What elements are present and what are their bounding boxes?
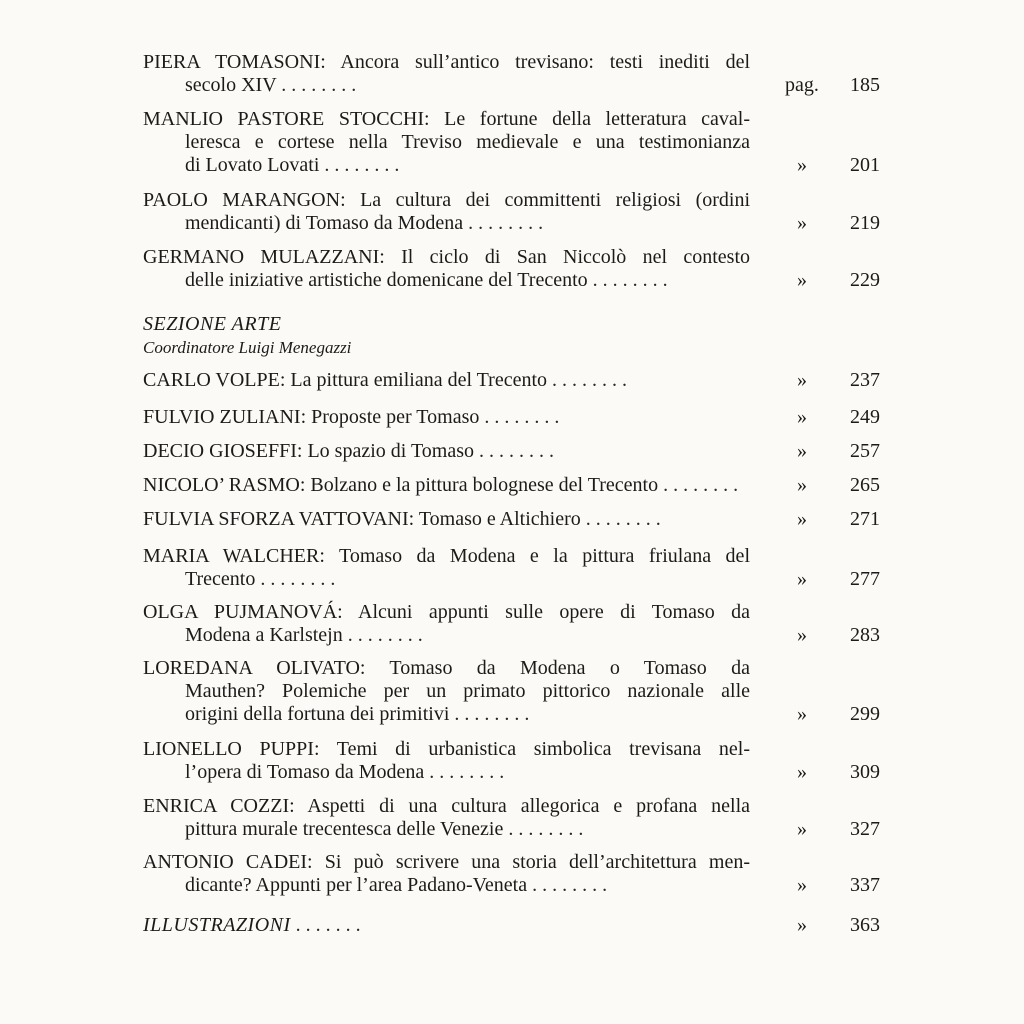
page-marker: »: [797, 369, 807, 391]
entry-text: CARLO VOLPE: La pittura emiliana del Trecento: [143, 369, 548, 391]
leader-dots: . . . . . . . .: [503, 818, 584, 840]
page-marker: »: [797, 154, 807, 176]
toc-entry[interactable]: [143, 601, 880, 647]
page-number: 299: [850, 703, 880, 725]
entry-line: [143, 108, 750, 131]
entry-text: Trecento: [185, 568, 256, 590]
entry-line: [143, 269, 880, 292]
leader-dots: . . . . . . . .: [527, 874, 608, 896]
page-number: 277: [850, 568, 880, 590]
leader-dots: . . . . . . . .: [547, 369, 628, 391]
entry-text: l’opera di Tomaso da Modena: [185, 761, 425, 783]
entry-line: [143, 568, 880, 591]
entry-text: GERMANO MULAZZANI: Il ciclo di San Niccolò nel contesto: [143, 246, 750, 268]
leader-dots: . . . . . . . .: [276, 74, 357, 96]
leader-dots: . . . . . . . .: [449, 703, 530, 725]
entry-text: ANTONIO CADEI: Si può scrivere una storia dell’architettura men-: [143, 851, 750, 873]
entry-line: [143, 189, 750, 212]
entry-text: leresca e cortese nella Treviso medievale e una testimonianza: [185, 131, 750, 153]
entry-line: [143, 601, 750, 624]
entry-line: [143, 738, 750, 761]
toc-entry[interactable]: [143, 369, 880, 392]
page-marker: »: [797, 874, 807, 896]
entry-text: ILLUSTRAZIONI: [143, 914, 291, 936]
toc-entry[interactable]: [143, 440, 880, 463]
entry-line: [143, 369, 880, 392]
leader-dots: . . . . . . . .: [463, 212, 544, 234]
toc-entry[interactable]: [143, 474, 880, 497]
page-marker: »: [797, 568, 807, 590]
page-marker: »: [797, 440, 807, 462]
entry-line: [143, 874, 880, 897]
page-marker: »: [797, 508, 807, 530]
entry-line: [143, 680, 750, 703]
page-marker: »: [797, 406, 807, 428]
entry-line: [143, 74, 880, 97]
entry-line: [143, 51, 750, 74]
entry-text: Modena a Karlstejn: [185, 624, 343, 646]
page-number: 257: [850, 440, 880, 462]
entry-text: PIERA TOMASONI: Ancora sull’antico trevisano: testi inediti del: [143, 51, 750, 73]
toc-entry[interactable]: [143, 189, 880, 235]
toc-entry[interactable]: [143, 108, 880, 177]
page-marker: »: [797, 624, 807, 646]
entry-text: di Lovato Lovati: [185, 154, 320, 176]
leader-dots: . . . . . . . .: [424, 761, 505, 783]
entry-line: [143, 406, 880, 429]
entry-line: [143, 851, 750, 874]
entry-line: [143, 818, 880, 841]
entry-text: PAOLO MARANGON: La cultura dei committenti religiosi (ordini: [143, 189, 750, 211]
entry-text: FULVIA SFORZA VATTOVANI: Tomaso e Altichiero: [143, 508, 581, 530]
page-number: 363: [850, 914, 880, 936]
entry-text: delle iniziative artistiche domenicane del Trecento: [185, 269, 588, 291]
toc-entry[interactable]: [143, 51, 880, 97]
leader-dots: . . . . . . . .: [580, 508, 661, 530]
entry-line: [143, 761, 880, 784]
toc-entry[interactable]: [143, 657, 880, 726]
section-title: SEZIONE ARTE: [143, 313, 282, 335]
toc-entry[interactable]: [143, 795, 880, 841]
entry-text: dicante? Appunti per l’area Padano-Veneta: [185, 874, 528, 896]
entry-line: [143, 657, 750, 680]
toc-entry[interactable]: [143, 246, 880, 292]
leader-dots: . . . . . . .: [290, 914, 361, 936]
page-number: 229: [850, 269, 880, 291]
entry-text: Mauthen? Polemiche per un primato pittorico nazionale alle: [185, 680, 750, 702]
page-number: 185: [850, 74, 880, 96]
entry-line: [143, 624, 880, 647]
toc-entry[interactable]: [143, 851, 880, 897]
leader-dots: . . . . . . . .: [587, 269, 668, 291]
entry-line: [143, 914, 880, 937]
page-number: 309: [850, 761, 880, 783]
entry-line: [143, 474, 880, 497]
page-number: 327: [850, 818, 880, 840]
section-coordinator: Coordinatore Luigi Menegazzi: [143, 338, 352, 357]
page-marker: »: [797, 212, 807, 234]
entry-text: DECIO GIOSEFFI: Lo spazio di Tomaso: [143, 440, 474, 462]
entry-text: OLGA PUJMANOVÁ: Alcuni appunti sulle opere di Tomaso da: [143, 601, 750, 623]
toc-entry[interactable]: [143, 508, 880, 531]
page-number: 271: [850, 508, 880, 530]
page-marker: »: [797, 474, 807, 496]
entry-line: [143, 508, 880, 531]
leader-dots: . . . . . . . .: [342, 624, 423, 646]
page-marker: »: [797, 818, 807, 840]
page-number: 337: [850, 874, 880, 896]
entry-text: MARIA WALCHER: Tomaso da Modena e la pittura friulana del: [143, 545, 750, 567]
leader-dots: . . . . . . . .: [474, 440, 554, 462]
page-number: 249: [850, 406, 880, 428]
page-marker: »: [797, 914, 807, 936]
entry-text: LOREDANA OLIVATO: Tomaso da Modena o Tomaso da: [143, 657, 750, 679]
leader-dots: . . . . . . . .: [319, 154, 400, 176]
entry-text: FULVIO ZULIANI: Proposte per Tomaso: [143, 406, 480, 428]
toc-entry[interactable]: [143, 545, 880, 591]
entry-line: [143, 154, 880, 177]
entry-line: [143, 795, 750, 818]
toc-entry-illustrations[interactable]: [143, 914, 880, 937]
entry-line: [143, 131, 750, 154]
leader-dots: . . . . . . . .: [479, 406, 560, 428]
page-number: 283: [850, 624, 880, 646]
page-marker: »: [797, 269, 807, 291]
toc-entry[interactable]: [143, 406, 880, 429]
toc-entry[interactable]: [143, 738, 880, 784]
entry-line: [143, 545, 750, 568]
page-number: 265: [850, 474, 880, 496]
entry-line: [143, 440, 880, 463]
page-marker: »: [797, 761, 807, 783]
entry-line: [143, 246, 750, 269]
page-marker: pag.: [785, 74, 819, 96]
entry-text: LIONELLO PUPPI: Temi di urbanistica simbolica trevisana nel-: [143, 738, 750, 760]
page-number: 219: [850, 212, 880, 234]
entry-text: NICOLO’ RASMO: Bolzano e la pittura bolognese del Trecento: [143, 474, 659, 496]
leader-dots: . . . . . . . .: [255, 568, 336, 590]
entry-text: mendicanti) di Tomaso da Modena: [185, 212, 464, 234]
entry-text: origini della fortuna dei primitivi: [185, 703, 450, 725]
page-marker: »: [797, 703, 807, 725]
entry-text: MANLIO PASTORE STOCCHI: Le fortune della letteratura caval-: [143, 108, 750, 130]
entry-line: [143, 703, 880, 726]
leader-dots: . . . . . . . .: [658, 474, 739, 496]
entry-line: [143, 212, 880, 235]
page-number: 237: [850, 369, 880, 391]
entry-text: pittura murale trecentesca delle Venezie: [185, 818, 504, 840]
page-number: 201: [850, 154, 880, 176]
entry-text: secolo XIV: [185, 74, 277, 96]
entry-text: ENRICA COZZI: Aspetti di una cultura allegorica e profana nella: [143, 795, 750, 817]
